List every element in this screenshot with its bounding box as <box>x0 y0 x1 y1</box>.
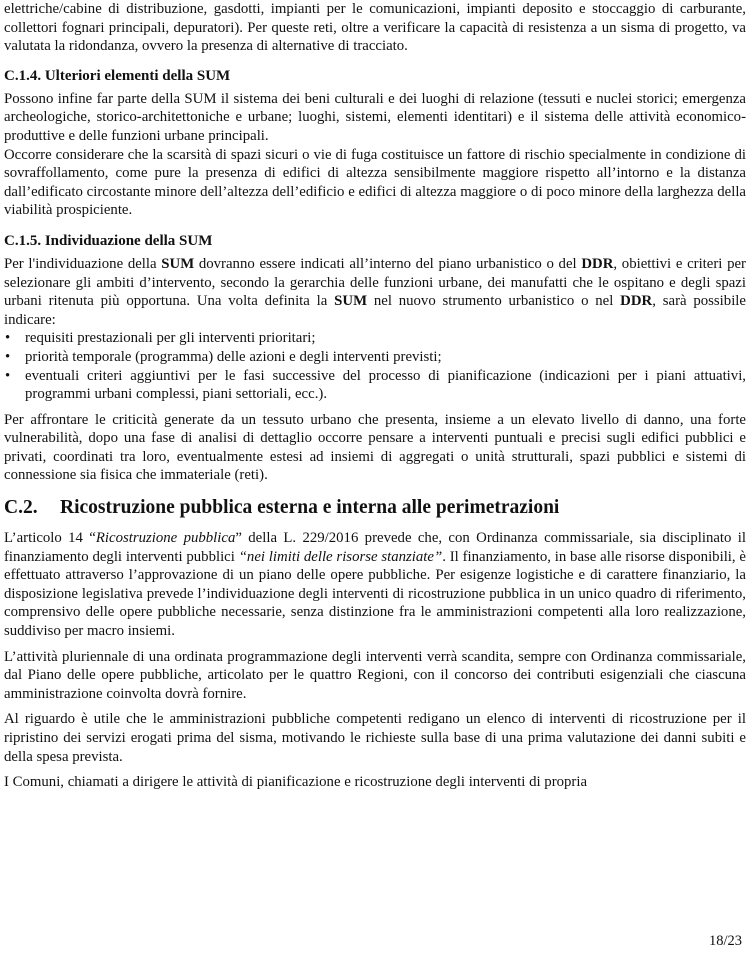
c15-bullet-list <box>4 329 746 403</box>
c15-paragraph-1: Per l'individuazione della SUM dovranno essere indicati all’interno del piano urbanistico o del DDR, obiettivi e criteri per selezionare gli ambiti d’intervento, secondo la gerarchia delle funzioni urbane, dei manufatti che le ospitano e degli spazi urbani ritenuta più opportuna. Una volta definita la SUM nel nuovo strumento urbanistico o nel DDR, sarà possibile indicare: <box>4 255 746 328</box>
c14-paragraph-2: Occorre considerare che la scarsità di spazi sicuri o vie di fuga costituisce un fattore di rischio specialmente in condizione di sovraffollamento, come pure la presenza di edifici di altezza sensibilmente maggiore rispetto all’intorno e la distanza dall’edificato circostante minore dell’altezza dell’edificio e edifici di altezza maggiore o di poco minore della larghezza della viabilità prospiciente. <box>4 146 746 219</box>
heading-c2: C.2. Ricostruzione pubblica esterna e interna alle perimetrazioni <box>4 497 560 519</box>
c15-paragraph-2: Per affrontare le criticità generate da un tessuto urbano che presenta, insieme a un elevato livello di danno, una forte vulnerabilità, dopo una fase di analisi di dettaglio occorre pensare a interventi puntuali e precisi sugli edifici pubblici e privati, coordinati tra loro, eventualmente estesi ad insiemi di aggregati o unità strutturali, spazi pubblici e sistemi di connessione sia fisica che immateriale (reti). <box>4 411 746 484</box>
c2-paragraph-2: L’attività pluriennale di una ordinata programmazione degli interventi verrà scandita, sempre con Ordinanza commissariale, dal Piano delle opere pubbliche, articolato per le quattro Regioni, con il concorso dei contributi esigenziali che ciascuna amministrazione coinvolta dovrà fornire. <box>4 648 746 702</box>
document-page <box>4 0 746 961</box>
list-item: • requisiti prestazionali per gli interventi prioritari; <box>4 329 746 348</box>
page-number: 18/23 <box>708 933 742 949</box>
c2-paragraph-4: I Comuni, chiamati a dirigere le attività di pianificazione e ricostruzione degli interventi di propria <box>4 774 588 791</box>
c14-paragraph-1: Possono infine far parte della SUM il sistema dei beni culturali e dei luoghi di relazione (tessuti e nuclei storici; emergenza archeologiche, storico-architettoniche e urbane; luoghi, sistemi, elementi identitari) e il sistema delle attività economico-produttive e delle funzioni urbane principali. <box>4 90 746 144</box>
list-item: • eventuali criteri aggiuntivi per le fasi successive del processo di pianificazione (indicazioni per i piani attuativi, programmi urbani complessi, piani settoriali, ecc.). <box>4 367 746 404</box>
heading-c14: C.1.4. Ulteriori elementi della SUM <box>4 67 231 84</box>
heading-c15: C.1.5. Individuazione della SUM <box>4 232 213 249</box>
intro-paragraph: elettriche/cabine di distribuzione, gasdotti, impianti per le comunicazioni, impianti deposito e stoccaggio di carburante, collettori fognari principali, depuratori). Per queste reti, oltre a verificare la capacità di resistenza a un sisma di progetto, va valutata la ridondanza, ovvero la presenza di alternative di tracciato. <box>4 1 746 55</box>
c2-paragraph-3: Al riguardo è utile che le amministrazioni pubbliche competenti redigano un elenco di interventi di ricostruzione per il ripristino dei servizi erogati prima del sisma, motivando le richieste sulla base di una prima valutazione dei danni subiti e della spesa prevista. <box>4 711 746 765</box>
list-item: • priorità temporale (programma) delle azioni e degli interventi previsti; <box>4 348 746 367</box>
c2-paragraph-1: L’articolo 14 “Ricostruzione pubblica” della L. 229/2016 prevede che, con Ordinanza commissariale, sia disciplinato il finanziamento degli interventi pubblici “nei limiti delle risorse stanziate”. Il finanziamento, in base alle risorse disponibili, è effettuato attraverso l’approvazione di un piano delle opere pubbliche. Per esigenze logistiche e di carattere finanziario, la disposizione legislativa prevede l’individuazione degli interventi di ricostruzione pubblica in un unico quadro di riferimento, comprensivo delle opere pubbliche necessarie, senza distinzione fra le amministrazioni competenti alla loro realizzazione, suddiviso per macro insiemi. <box>4 530 746 640</box>
